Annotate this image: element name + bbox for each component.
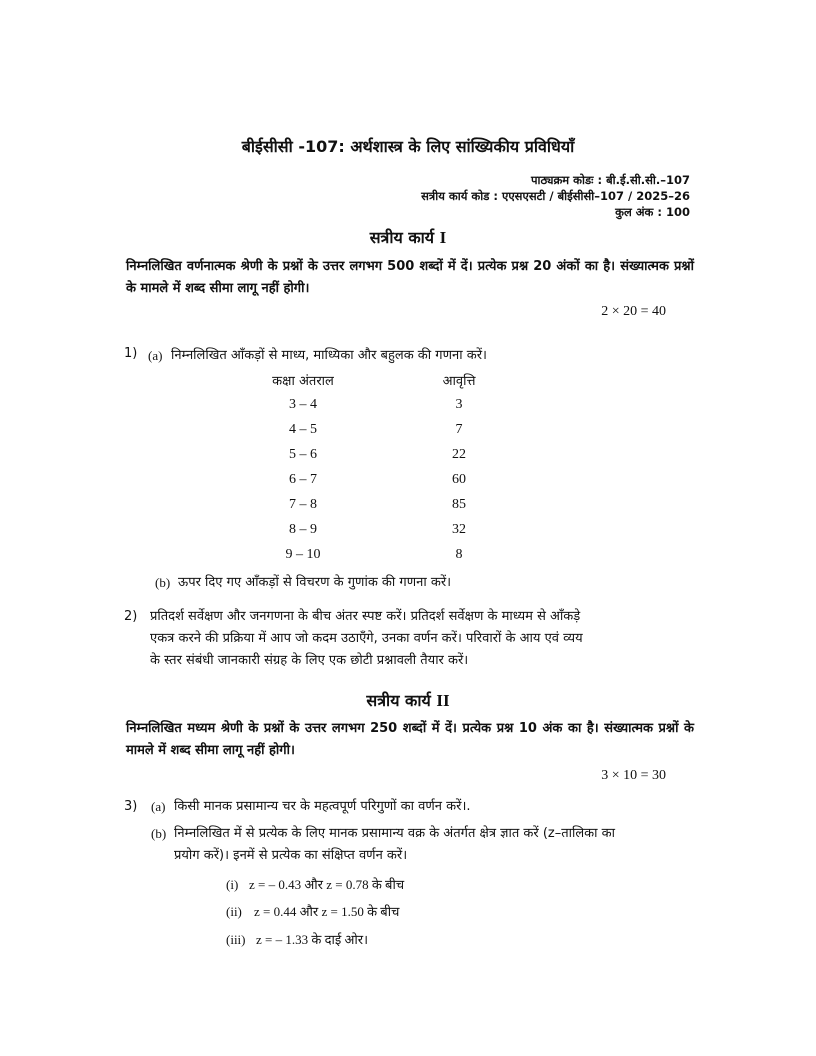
section-2-roman: II xyxy=(436,691,450,710)
section-1-heading-text: सत्रीय कार्य xyxy=(369,228,435,247)
section-1-roman: I xyxy=(439,228,447,247)
table-cell-frequency: 32 xyxy=(452,522,466,537)
sub-item-text: z = 0.44 और z = 1.50 के बीच xyxy=(254,904,400,919)
course-code: पाठ्यक्रम कोडः : बी.ई.सी.सी.–107 xyxy=(530,173,690,187)
section-1-marks: 2 × 20 = 40 xyxy=(601,304,666,319)
table-cell-frequency: 85 xyxy=(452,497,466,512)
section-2-heading xyxy=(0,689,816,711)
question-3a-label: (a) xyxy=(151,799,166,814)
table-cell-interval: 4 – 5 xyxy=(289,422,317,437)
assignment-code: सत्रीय कार्य कोड : एएसएसटी / बीईसीसी–107 / 2025–26 xyxy=(421,189,690,203)
table-cell-frequency: 22 xyxy=(452,447,466,462)
table-cell-interval: 8 – 9 xyxy=(289,522,317,537)
sub-item-text: z = – 0.43 और z = 0.78 के बीच xyxy=(249,877,405,892)
question-1b-text: ऊपर दिए गए आँकड़ों से विचरण के गुणांक की गणना करें। xyxy=(178,575,452,590)
page-title: बीईसीसी -107: अर्थशास्त्र के लिए सांख्यिकीय प्रविधियाँ xyxy=(241,137,575,156)
sub-item-label: (iii) xyxy=(226,932,246,947)
section-1-instructions: निम्नलिखित वर्णनात्मक श्रेणी के प्रश्नों के उत्तर लगभग 500 शब्दों में दें। प्रत्येक प्रश्न 20 अंकों का है। संख्यात्मक प्रश्नों के मामले में शब्द सीमा लागू नहीं होगी। xyxy=(126,259,694,296)
question-1b-label: (b) xyxy=(155,575,171,590)
question-1a-text: निम्नलिखित आँकड़ों से माध्य, माध्यिका और बहुलक की गणना करें। xyxy=(171,348,487,363)
sub-item-text: z = – 1.33 के दाई ओर। xyxy=(256,932,369,947)
table-cell-frequency: 7 xyxy=(455,422,463,437)
table-cell-interval: 5 – 6 xyxy=(289,447,317,462)
question-3a-text: किसी मानक प्रसामान्य चर के महत्वपूर्ण परिगुणों का वर्णन करें।. xyxy=(174,799,471,814)
table-cell-frequency: 3 xyxy=(455,397,463,412)
question-3-number: 3) xyxy=(124,799,138,814)
sub-item-label: (ii) xyxy=(226,904,242,919)
table-cell-interval: 9 – 10 xyxy=(285,547,321,562)
table-cell-interval: 6 – 7 xyxy=(289,472,317,487)
question-2-line: के स्तर संबंधी जानकारी संग्रह के लिए एक छोटी प्रश्नावली तैयार करें। xyxy=(150,653,469,668)
table-header-class-interval: कक्षा अंतराल xyxy=(272,374,334,389)
question-3b-line: प्रयोग करें)। इनमें से प्रत्येक का संक्षिप्त वर्णन करें। xyxy=(174,848,408,863)
section-2-marks: 3 × 10 = 30 xyxy=(601,768,666,783)
table-cell-interval: 7 – 8 xyxy=(289,497,317,512)
section-1-heading xyxy=(0,226,816,248)
question-2-number: 2) xyxy=(124,609,138,624)
question-2-line: प्रतिदर्श सर्वेक्षण और जनगणना के बीच अंतर स्पष्ट करें। प्रतिदर्श सर्वेक्षण के माध्यम से आँकड़े xyxy=(150,609,581,624)
total-marks: कुल अंक : 100 xyxy=(615,205,690,219)
table-cell-interval: 3 – 4 xyxy=(289,397,317,412)
question-3b-label: (b) xyxy=(151,826,167,841)
question-3b-line: निम्नलिखित में से प्रत्येक के लिए मानक प्रसामान्य वक्र के अंतर्गत क्षेत्र ज्ञात करें (z–तालिका का xyxy=(174,826,616,841)
section-2-heading-text: सत्रीय कार्य xyxy=(366,691,431,710)
question-2-line: एकत्र करने की प्रक्रिया में आप जो कदम उठाएँगे, उनका वर्णन करें। परिवारों के आय एवं व्यय xyxy=(150,631,583,646)
table-cell-frequency: 8 xyxy=(455,547,463,562)
table-header-frequency: आवृत्ति xyxy=(442,374,476,389)
sub-item-label: (i) xyxy=(226,877,239,892)
question-1a-label: (a) xyxy=(148,348,163,363)
table-cell-frequency: 60 xyxy=(452,472,466,487)
question-1-number: 1) xyxy=(124,346,138,361)
section-2-instructions: निम्नलिखित मध्यम श्रेणी के प्रश्नों के उत्तर लगभग 250 शब्दों में दें। प्रत्येक प्रश्न 10 अंक का है। संख्यात्मक प्रश्नों के मामले में शब्द सीमा लागू नहीं होगी। xyxy=(126,721,694,758)
